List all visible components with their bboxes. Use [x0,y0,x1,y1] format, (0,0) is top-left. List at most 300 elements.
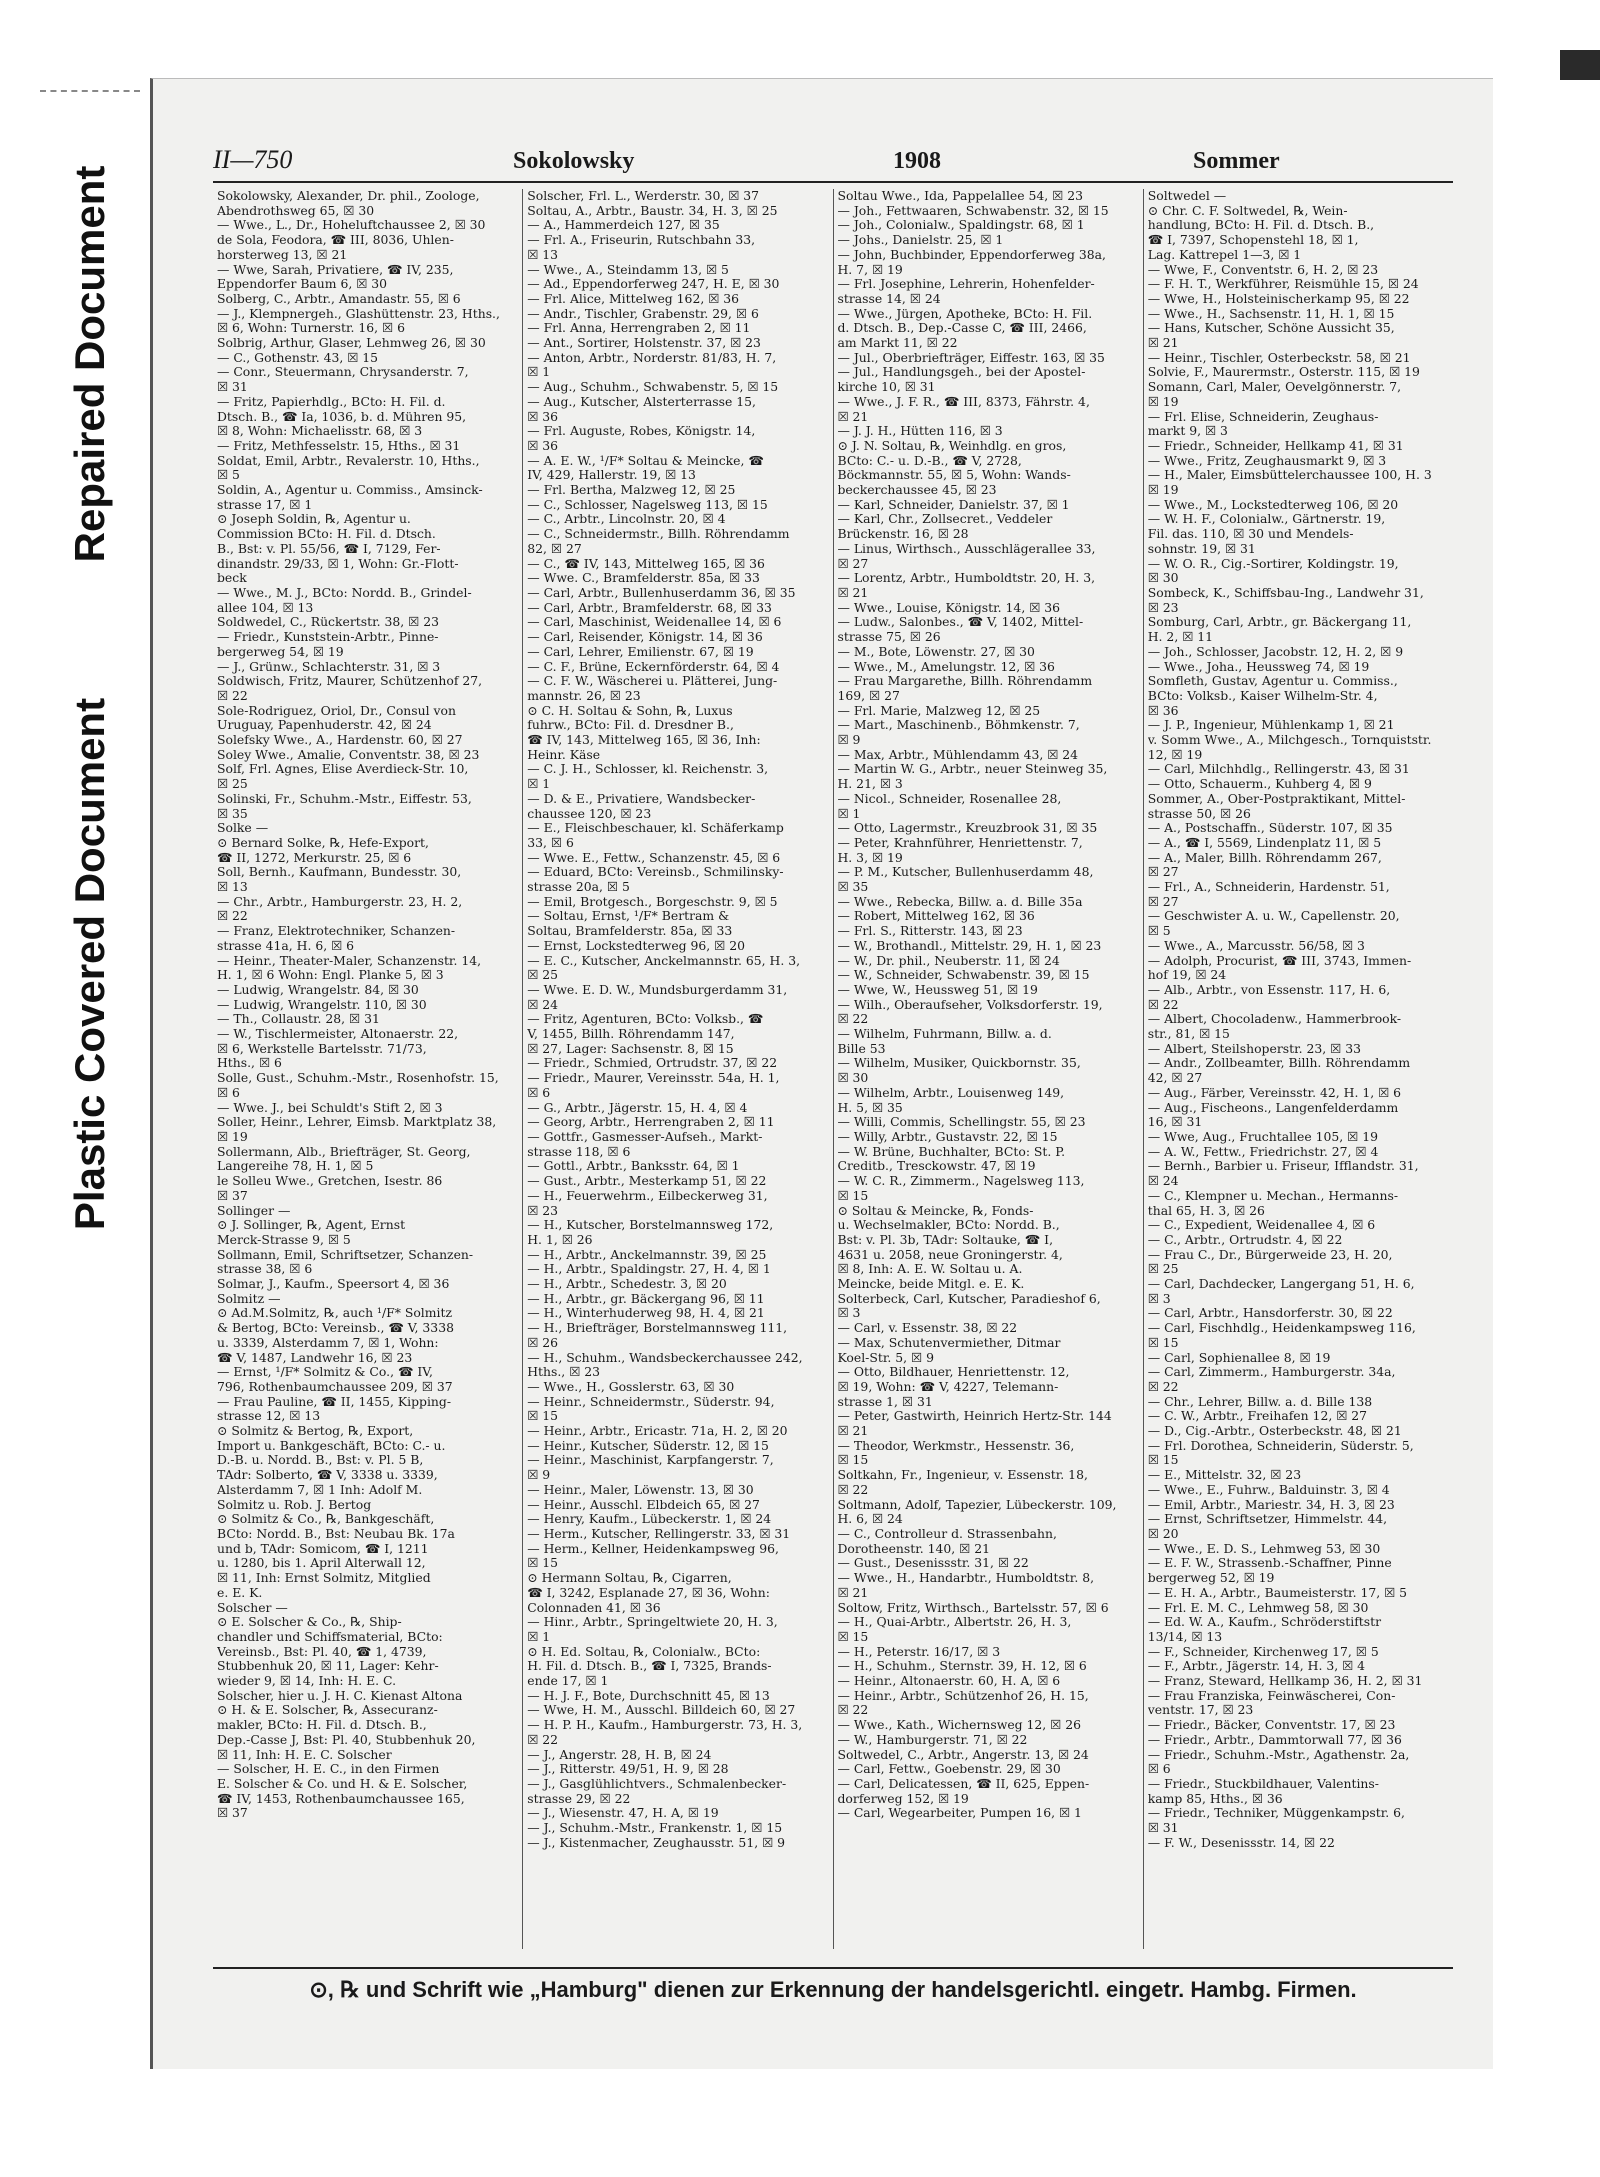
directory-entry-line: Soltwedel — [1147,189,1227,203]
directory-entry-line: und b, TAdr: Somicom, ☎ I, 1211 [217,1541,429,1556]
directory-entry-line: strasse 38, ☒ 6 [217,1262,313,1277]
page-footer: ⊙, ℞ und Schrift wie „Hamburg" dienen zur Erkennung der handelsgerichtl. eingetr. Hambg. Firmen. [213,1967,1453,2003]
directory-entry-line: — C., Arbtr., Lincolnstr. 20, ☒ 4 [527,512,726,527]
directory-entry-line: ☒ 19, Wohn: ☎ V, 4227, Telemann- [837,1379,1059,1394]
directory-entry-line: E. Solscher & Co. und H. & E. Solscher, [217,1776,468,1791]
directory-entry-line: ⊙ J. Sollinger, ℞, Agent, Ernst [217,1218,406,1233]
directory-entry-line: — Friedr., Bäcker, Conventstr. 17, ☒ 23 [1147,1718,1396,1733]
directory-entry-line: — W. Brüne, Buchhalter, BCto: St. P. [837,1144,1066,1159]
dashed-line [40,90,140,92]
directory-entry-line: ☒ 23 [1147,600,1179,615]
directory-entry-line: Soltau, Bramfelderstr. 85a, ☒ 33 [527,924,733,939]
directory-entry-line: — Herm., Kutscher, Rellingerstr. 33, ☒ 31 [527,1526,791,1541]
directory-entry-line: — C., Klempner u. Mechan., Hermanns- [1147,1188,1399,1203]
directory-entry-line: — Otto, Schauerm., Kuhberg 4, ☒ 9 [1147,777,1372,792]
directory-entry-line: ☒ 1 [527,1629,551,1644]
directory-entry-line: ☒ 22 [217,909,248,924]
directory-entry-line: — H., Feuerwehrm., Eilbeckerweg 31, [527,1188,768,1203]
directory-entry-line: — C., Gothenstr. 43, ☒ 15 [217,350,379,365]
directory-entry-line: — A. W., Fettw., Friedrichstr. 27, ☒ 4 [1147,1144,1379,1159]
directory-entry-line: — Linus, Wirthsch., Ausschlägerallee 33, [837,541,1096,556]
directory-entry-line: beckerchaussee 45, ☒ 23 [837,483,997,498]
directory-entry-line: — Emil, Brotgesch., Borgeschstr. 9, ☒ 5 [527,894,778,909]
directory-entry-line: — E. H. A., Arbtr., Baumeisterstr. 17, ☒ 5 [1147,1585,1408,1600]
directory-entry-line: Soldwisch, Fritz, Maurer, Schützenhof 27, [217,674,483,689]
directory-entry-line: — Henry, Kaufm., Lübeckerstr. 1, ☒ 24 [527,1512,772,1527]
directory-entry-line: — Johs., Danielstr. 25, ☒ 1 [837,233,1004,248]
directory-entry-line: Fil. das. 110, ☒ 30 und Mendels- [1147,527,1354,542]
directory-entry-line: — Heinr., Arbtr., Schützenhof 26, H. 15, [837,1688,1089,1703]
directory-entry-line: — Wilhelm, Fuhrmann, Billw. a. d. [837,1027,1052,1042]
directory-entry-line: — Solscher, H. E. C., in den Firmen [217,1762,440,1777]
directory-entry-line: — Karl, Chr., Zollsecret., Veddeler [837,512,1053,527]
directory-entry-line: — A. E. W., ¹/F* Soltau & Meincke, ☎ [527,453,764,468]
directory-entry-line: Brückenstr. 16, ☒ 28 [837,527,969,542]
directory-entry-line: — Frl. Anna, Herrengraben 2, ☒ 11 [527,321,751,336]
directory-entry-line: ☒ 6 [527,1085,551,1100]
directory-entry-line: Solefsky Wwe., A., Hardenstr. 60, ☒ 27 [217,733,463,748]
directory-entry-line: — Carl, Sophienallee 8, ☒ 19 [1147,1350,1331,1365]
directory-entry-line: strasse 17, ☒ 1 [217,497,313,512]
directory-entry-line: — Frl. Dorothea, Schneiderin, Süderstr. 5, [1147,1438,1414,1453]
directory-entry-line: ☒ 3 [1147,1291,1171,1306]
directory-entry-line: — Carl, Fettw., Goebenstr. 29, ☒ 30 [837,1762,1061,1777]
directory-entry-line: Hths., ☒ 23 [527,1365,601,1380]
directory-entry-line: hof 19, ☒ 24 [1147,968,1227,983]
directory-entry-line: — H., Briefträger, Borstelmannsweg 111, [527,1321,788,1336]
directory-entry-line: — H., Quai-Arbtr., Albertstr. 26, H. 3, [837,1615,1072,1630]
directory-entry-line: — J., Schuhm.-Mstr., Frankenstr. 1, ☒ 15 [527,1821,783,1836]
directory-entry-line: le Solleu Wwe., Gretchen, Isestr. 86 [217,1174,443,1189]
directory-entry-line: strasse 118, ☒ 6 [527,1144,631,1159]
directory-entry-line: strasse 14, ☒ 24 [837,291,941,306]
directory-entry-line: — W. C. R., Zimmerm., Nagelsweg 113, [837,1174,1085,1189]
directory-entry-line: ⊙ Solmitz & Co., ℞, Bankgeschäft, [217,1512,435,1527]
directory-entry-line: — C., Controlleur d. Strassenbahn, [837,1526,1057,1541]
directory-entry-line: — Ant., Sortirer, Holstenstr. 37, ☒ 23 [527,336,761,351]
directory-entry-line: — C. W., Arbtr., Freihafen 12, ☒ 27 [1147,1409,1368,1424]
directory-entry-line: 16, ☒ 31 [1147,1115,1203,1130]
directory-entry-line: V, 1455, Billh. Röhrendamm 147, [527,1027,735,1042]
directory-entry-line: Creditb., Tresckowstr. 47, ☒ 19 [837,1159,1036,1174]
directory-entry-line: Soltow, Fritz, Wirthsch., Bartelsstr. 57, ☒ 6 [837,1600,1109,1615]
directory-entry-line: — H. P. H., Kaufm., Hamburgerstr. 73, H. 3, [527,1718,803,1733]
directory-entry-line: — Wwe., H., Handarbtr., Humboldtstr. 8, [837,1571,1095,1586]
directory-entry-line: Somann, Carl, Maler, Oevelgönnerstr. 7, [1147,380,1402,395]
directory-entry-line: — Wilhelm, Arbtr., Louisenweg 149, [837,1085,1065,1100]
directory-entry-line: — Heinr., Maler, Löwenstr. 13, ☒ 30 [527,1482,754,1497]
year: 1908 [893,148,941,174]
directory-entry-line: Sole-Rodriguez, Oriol, Dr., Consul von [217,703,456,718]
directory-entry-line: H. 21, ☒ 3 [837,777,903,792]
directory-entry-line: — Alb., Arbtr., von Essenstr. 117, H. 6, [1147,982,1391,997]
directory-entry-line: ☒ 9 [527,1468,551,1483]
directory-entry-line: ⊙ Solmitz & Bertog, ℞, Export, [217,1424,414,1439]
directory-entry-line: ☒ 6 [1147,1762,1171,1777]
directory-entry-line: Lag. Kattrepel 1—3, ☒ 1 [1147,247,1302,262]
directory-entry-line: am Markt 11, ☒ 22 [837,336,958,351]
directory-entry-line: — Hans, Kutscher, Schöne Aussicht 35, [1147,321,1395,336]
directory-entry-line: — Frau C., Dr., Bürgerweide 23, H. 20, [1147,1247,1393,1262]
directory-entry-line: — W., Dr. phil., Neuberstr. 11, ☒ 24 [837,953,1060,968]
directory-entry-line: ☒ 19 [217,1130,248,1144]
directory-entry-line: ⊙ J. N. Soltau, ℞, Weinhdlg. en gros, [837,438,1067,453]
directory-entry-line: ☒ 24 [1147,1174,1179,1189]
directory-entry-line: — Gottfr., Gasmesser-Aufseh., Markt- [527,1130,763,1144]
directory-entry-line: ☒ 21 [837,409,869,424]
directory-entry-line: Hths., ☒ 6 [217,1056,282,1071]
directory-entry-line: — Wwe, H., Holsteinischerkamp 95, ☒ 22 [1147,291,1410,306]
directory-entry-line: — Friedr., Maurer, Vereinsstr. 54a, H. 1, [527,1071,780,1086]
directory-entry-line: — W., Schneider, Schwabenstr. 39, ☒ 15 [837,968,1090,983]
directory-entry-line: ☎ IV, 143, Mittelweg 165, ☒ 36, Inh: [527,733,761,748]
directory-entry-line: — Carl, v. Essenstr. 38, ☒ 22 [837,1321,1018,1336]
directory-entry-line: — Otto, Bildhauer, Henriettenstr. 12, [837,1365,1070,1380]
directory-entry-line: Sombeck, K., Schiffsbau-Ing., Landwehr 31, [1147,585,1424,600]
directory-entry-line: Somfleth, Gustav, Agentur u. Commiss., [1147,674,1398,689]
directory-entry-line: Dtsch. B., ☎ Ia, 1036, b. d. Mühren 95, [217,409,467,424]
directory-entry-line: ☒ 15 [527,1409,559,1424]
directory-entry-line: — Wwe, H. M., Ausschl. Billdeich 60, ☒ 27 [527,1703,796,1718]
directory-entry-line: — Frl. Josephine, Lehrerin, Hohenfelder- [837,277,1095,292]
directory-entry-line: — H., Peterstr. 16/17, ☒ 3 [837,1644,1001,1659]
directory-entry-line: — Wwe, F., Conventstr. 6, H. 2, ☒ 23 [1147,262,1379,277]
directory-entry-line: ☒ 3 [837,1306,861,1321]
directory-entry-line: — J., Ritterstr. 49/51, H. 9, ☒ 28 [527,1762,729,1777]
directory-entry-line: ☒ 6, Wohn: Turnerstr. 16, ☒ 6 [217,321,405,336]
directory-entry-line: Soller, Heinr., Lehrer, Eimsb. Marktplatz 38, [217,1115,497,1130]
directory-entry-line: ventstr. 17, ☒ 23 [1147,1703,1254,1718]
directory-entry-line: ⊙ H. Ed. Soltau, ℞, Colonialw., BCto: [527,1644,761,1659]
directory-entry-line: strasse 50, ☒ 26 [1147,806,1251,821]
directory-entry-line: — Frau Pauline, ☎ II, 1455, Kipping- [217,1394,452,1409]
directory-entry-line: Uruguay, Papenhuderstr. 42, ☒ 24 [217,718,432,733]
directory-entry-line: — Friedr., Techniker, Müggenkampstr. 6, [1147,1806,1405,1821]
directory-entry-line: — Wwe., E. D. S., Lehmweg 53, ☒ 30 [1147,1541,1381,1556]
directory-entry-line: — Wwe., Fritz, Zeughausmarkt 9, ☒ 3 [1147,453,1387,468]
directory-entry-line: ☒ 8, Wohn: Michaelisstr. 68, ☒ 3 [217,424,423,439]
directory-entry-line: — A., Maler, Billh. Röhrendamm 267, [1147,850,1382,865]
directory-entry-line: — Franz, Steward, Hellkamp 36, H. 2, ☒ 31 [1147,1674,1423,1689]
directory-entry-line: — Heinr., Theater-Maler, Schanzenstr. 14, [217,953,482,968]
directory-entry-line: — C., ☎ IV, 143, Mittelweg 165, ☒ 36 [527,556,765,571]
directory-entry-line: — C., Expedient, Weidenallee 4, ☒ 6 [1147,1218,1376,1233]
directory-entry-line: ☒ 24 [527,997,559,1012]
directory-entry-line: — Wilhelm, Musiker, Quickbornstr. 35, [837,1056,1081,1071]
directory-entry-line: ende 17, ☒ 1 [527,1674,609,1689]
directory-entry-line: — Frl. Auguste, Robes, Königstr. 14, [527,424,756,439]
directory-entry-line: — H. J. F., Bote, Durchschnitt 45, ☒ 13 [527,1688,770,1703]
directory-entry-line: — J. P., Ingenieur, Mühlenkamp 1, ☒ 21 [1147,718,1395,733]
directory-entry-line: ☒ 37 [217,1188,248,1203]
directory-entry-line: strasse 12, ☒ 13 [217,1409,321,1424]
directory-entry-line: Sollermann, Alb., Briefträger, St. Georg, [217,1144,471,1159]
directory-entry-line: — Andr., Zollbeamter, Billh. Röhrendamm [1147,1056,1411,1071]
directory-entry-line: allee 104, ☒ 13 [217,600,314,615]
directory-entry-line: ☒ 22 [217,688,248,703]
directory-entry-line: ⊙ Soltau & Meincke, ℞, Fonds- [837,1203,1034,1218]
directory-entry-line: — Wwe., M., Lockstedterweg 106, ☒ 20 [1147,497,1399,512]
directory-entry-line: — Albert, Chocoladenw., Hammerbrook- [1147,1012,1402,1027]
directory-entry-line: — Wwe., Joha., Heussweg 74, ☒ 19 [1147,659,1370,674]
directory-entry-line: Somburg, Carl, Arbtr., gr. Bäckergang 11, [1147,615,1412,630]
column-4 [1144,189,1453,1949]
directory-entry-line: Solvie, F., Maurermstr., Osterstr. 115, ☒ 19 [1147,365,1420,380]
directory-entry-line: — Friedr., Kunststein-Arbtr., Pinne- [217,630,439,645]
directory-entry-line: ☒ 21 [837,1424,869,1439]
directory-entry-line: ☒ 21 [837,1585,869,1600]
directory-entry-line: Soltau, A., Arbtr., Baustr. 34, H. 3, ☒ 25 [527,203,778,218]
directory-entry-line: — C., Schlosser, Nagelsweg 113, ☒ 15 [527,497,768,512]
directory-entry-line: kamp 85, Hths., ☒ 36 [1147,1791,1283,1806]
entry-columns [213,189,1453,1949]
directory-entry-line: — Georg, Arbtr., Herrengraben 2, ☒ 11 [527,1115,775,1130]
directory-entry-line: strasse 1, ☒ 31 [837,1394,933,1409]
directory-entry-line: — Carl, Maschinist, Weidenallee 14, ☒ 6 [527,615,782,630]
directory-entry-line: 12, ☒ 19 [1147,747,1203,762]
directory-entry-line: str., 81, ☒ 15 [1147,1027,1230,1042]
directory-entry-line: — Otto, Lagermstr., Kreuzbrook 31, ☒ 35 [837,821,1098,836]
directory-entry-line: — Mart., Maschinenb., Böhmkenstr. 7, [837,718,1080,733]
directory-entry-line: ⊙ Ad.M.Solmitz, ℞, auch ¹/F* Solmitz [217,1306,452,1321]
scan-edge-mark [1560,50,1600,80]
directory-entry-line: — E. F. W., Strassenb.-Schaffner, Pinne [1147,1556,1392,1571]
left-keyword: Sokolowsky [513,148,635,174]
directory-entry-line: — H., Arbtr., Schedestr. 3, ☒ 20 [527,1277,727,1292]
directory-entry-line: — Frl. A., Friseurin, Rutschbahn 33, [527,233,756,248]
directory-entry-line: — Carl, Zimmerm., Hamburgerstr. 34a, [1147,1365,1396,1380]
directory-entry-line: Koel-Str. 5, ☒ 9 [837,1350,934,1365]
directory-entry-line: ☒ 22 [527,1732,559,1747]
directory-entry-line: ☒ 1 [527,365,551,380]
directory-entry-line: — G., Arbtr., Jägerstr. 15, H. 4, ☒ 4 [527,1100,748,1115]
directory-entry-line: — Max, Schutenvermiether, Ditmar [837,1335,1061,1350]
directory-entry-line: BCto: Nordd. B., Bst: Neubau Bk. 17a [217,1526,455,1541]
directory-entry-line: Soldat, Emil, Arbtr., Revalerstr. 10, Hths., [217,453,480,468]
directory-entry-line: ☒ 27 [837,556,869,571]
directory-entry-line: Solke — [217,821,269,836]
directory-entry-line: ☒ 35 [217,806,248,821]
directory-entry-line: — Soltau, Ernst, ¹/F* Bertram & [527,909,730,924]
directory-entry-line: Sokolowsky, Alexander, Dr. phil., Zoologe, [217,189,480,203]
directory-entry-line: — J. J. H., Hütten 116, ☒ 3 [837,424,1003,439]
directory-entry-line: ⊙ Bernard Solke, ℞, Hefe-Export, [217,835,429,850]
directory-entry-line: — Wwe., E., Fuhrw., Balduinstr. 3, ☒ 4 [1147,1482,1390,1497]
directory-entry-line: — W., Tischlermeister, Altonaerstr. 22, [217,1027,459,1042]
directory-page [150,78,1493,2069]
directory-entry-line: ☒ 36 [527,409,559,424]
directory-entry-line: Commission BCto: H. Fil. d. Dtsch. [217,527,436,542]
directory-entry-line: — Wwe., M. J., BCto: Nordd. B., Grindel- [217,585,472,600]
directory-entry-line: — H., Arbtr., gr. Bäckergang 96, ☒ 11 [527,1291,765,1306]
directory-entry-line: Solmar, J., Kaufm., Speersort 4, ☒ 36 [217,1277,450,1292]
directory-entry-line: — Joh., Colonialw., Spaldingstr. 68, ☒ 1 [837,218,1085,233]
directory-entry-line: ☒ 25 [217,777,248,792]
directory-entry-line: Solle, Gust., Schuhm.-Mstr., Rosenhofstr. 15, [217,1071,499,1086]
directory-entry-line: — Wwe, W., Heussweg 51, ☒ 19 [837,982,1038,997]
directory-entry-line: handlung, BCto: H. Fil. d. Dtsch. B., [1147,218,1375,233]
directory-entry-line: 42, ☒ 27 [1147,1071,1203,1086]
directory-entry-line: Sommer, A., Ober-Postpraktikant, Mittel- [1147,791,1406,806]
directory-entry-line: thal 65, H. 3, ☒ 26 [1147,1203,1265,1218]
directory-entry-line: ☒ 22 [837,1703,869,1718]
directory-entry-line: H. 6, ☒ 24 [837,1512,903,1527]
directory-entry-line: makler, BCto: H. Fil. d. Dtsch. B., [217,1718,427,1733]
directory-entry-line: Solscher, Frl. L., Werderstr. 30, ☒ 37 [527,189,760,203]
directory-entry-line: ☒ 35 [837,880,869,895]
directory-entry-line: — Ad., Eppendorferweg 247, H. E, ☒ 30 [527,277,780,292]
directory-entry-line: ☒ 1 [837,806,861,821]
directory-entry-line: — Bernh., Barbier u. Friseur, Ifflandstr. 31, [1147,1159,1419,1174]
directory-entry-line: — H., Winterhuderweg 98, H. 4, ☒ 21 [527,1306,765,1321]
directory-entry-line: markt 9, ☒ 3 [1147,424,1228,439]
directory-entry-line: Alsterdamm 7, ☒ 1 Inh: Adolf M. [217,1482,423,1497]
column-3 [834,189,1144,1949]
directory-entry-line: — H., Kutscher, Borstelmannsweg 172, [527,1218,774,1233]
directory-entry-line: — E. C., Kutscher, Anckelmannstr. 65, H. 3, [527,953,801,968]
directory-entry-line: — Aug., Fischeons., Langenfelderdamm [1147,1100,1399,1115]
directory-entry-line: — H., Arbtr., Spaldingstr. 27, H. 4, ☒ 1 [527,1262,771,1277]
directory-entry-line: — H., Schuhm., Sternstr. 39, H. 12, ☒ 6 [837,1659,1087,1674]
directory-entry-line: — J., Grünw., Schlachterstr. 31, ☒ 3 [217,659,441,674]
directory-entry-line: — Friedr., Schneider, Hellkamp 41, ☒ 31 [1147,438,1404,453]
directory-entry-line: — Ernst, Lockstedterweg 96, ☒ 20 [527,938,745,953]
directory-entry-line: — Theodor, Werkmstr., Hessenstr. 36, [837,1438,1075,1453]
directory-entry-line: — Geschwister A. u. W., Capellenstr. 20, [1147,909,1400,924]
directory-entry-line: ☒ 8, Inh: A. E. W. Soltau u. A. [837,1262,1023,1277]
directory-entry-line: Soldwedel, C., Rückertstr. 38, ☒ 23 [217,615,439,630]
label-repaired-document: Repaired Document [66,165,113,563]
directory-entry-line: H. 2, ☒ 11 [1147,630,1214,645]
directory-entry-line: — W. O. R., Cig.-Sortirer, Koldingstr. 19, [1147,556,1399,571]
directory-entry-line: Colonnaden 41, ☒ 36 [527,1600,661,1615]
directory-entry-line: ⊙ Chr. C. F. Soltwedel, ℞, Wein- [1147,203,1348,218]
directory-entry-line: — Heinr., Tischler, Osterbeckstr. 58, ☒ 21 [1147,350,1411,365]
header-rule [213,181,1453,183]
directory-entry-line: ☒ 6 [217,1085,240,1100]
directory-entry-line: — Heinr., Altonaerstr. 60, H. A, ☒ 6 [837,1674,1061,1689]
directory-entry-line: — Carl, Dachdecker, Langergang 51, H. 6, [1147,1277,1415,1292]
directory-entry-line: — Wwe, Aug., Fruchtallee 105, ☒ 19 [1147,1130,1378,1144]
directory-entry-line: Solberg, C., Arbtr., Amandastr. 55, ☒ 6 [217,291,461,306]
directory-entry-line: Heinr. Käse [527,747,601,762]
directory-entry-line: ☒ 19 [1147,483,1179,498]
directory-entry-line: ☒ 15 [837,1629,869,1644]
directory-entry-line: — Frl. Elise, Schneiderin, Zeughaus- [1147,409,1379,424]
directory-entry-line: — Anton, Arbtr., Norderstr. 81/83, H. 7, [527,350,777,365]
directory-entry-line: Merck-Strasse 9, ☒ 5 [217,1232,351,1247]
directory-entry-line: Böckmannstr. 55, ☒ 5, Wohn: Wands- [837,468,1071,483]
directory-entry-line: ☒ 31 [217,380,248,395]
directory-entry-line: — Wwe., H., Gosslerstr. 63, ☒ 30 [527,1379,735,1394]
directory-entry-line: ☒ 30 [1147,571,1179,586]
top-margin [0,0,1600,50]
directory-entry-line: horsterweg 13, ☒ 21 [217,247,348,262]
directory-entry-line: — Wwe. E. D. W., Mundsburgerdamm 31, [527,982,788,997]
directory-entry-line: — Gust., Desenissstr. 31, ☒ 22 [837,1556,1029,1571]
directory-entry-line: — Frl. Alice, Mittelweg 162, ☒ 36 [527,291,740,306]
directory-entry-line: ☒ 21 [1147,336,1179,351]
directory-entry-line: ☒ 25 [1147,1262,1179,1277]
directory-entry-line: Stubbenhuk 20, ☒ 11, Lager: Kehr- [217,1659,439,1674]
directory-entry-line: — Frl., A., Schneiderin, Hardenstr. 51, [1147,880,1390,895]
directory-entry-line: — J., Wiesenstr. 47, H. A, ☒ 19 [527,1806,719,1821]
directory-entry-line: ☎ I, 3242, Esplanade 27, ☒ 36, Wohn: [527,1585,770,1600]
directory-entry-line: fuhrw., BCto: Fil. d. Dresdner B., [527,718,734,733]
directory-entry-line: ⊙ Joseph Soldin, ℞, Agentur u. [217,512,411,527]
directory-entry-line: — C. F. W., Wäscherei u. Plätterei, Jung- [527,674,778,689]
directory-entry-line: — Frl. Bertha, Malzweg 12, ☒ 25 [527,483,736,498]
directory-entry-line: ☒ 15 [1147,1335,1179,1350]
directory-entry-line: — Aug., Färber, Vereinsstr. 42, H. 1, ☒ 6 [1147,1085,1402,1100]
directory-entry-line: strasse 75, ☒ 26 [837,630,941,645]
directory-entry-line: — Willi, Commis, Schellingstr. 55, ☒ 23 [837,1115,1086,1130]
directory-entry-line: ☎ IV, 1453, Rothenbaumchaussee 165, [217,1791,465,1806]
directory-entry-line: — Franz, Elektrotechniker, Schanzen- [217,924,456,939]
directory-entry-line: — Fritz, Papierhdlg., BCto: H. Fil. d. [217,394,446,409]
directory-entry-line: Solmitz u. Rob. J. Bertog [217,1497,372,1512]
directory-entry-line: — Adolph, Procurist, ☎ III, 3743, Immen- [1147,953,1412,968]
directory-entry-line: — Peter, Krahnführer, Henriettenstr. 7, [837,835,1083,850]
directory-entry-line: 169, ☒ 27 [837,688,900,703]
directory-entry-line: u. 3339, Alsterdamm 7, ☒ 1, Wohn: [217,1335,439,1350]
directory-entry-line: — Gust., Arbtr., Mesterkamp 51, ☒ 22 [527,1174,767,1189]
directory-entry-line: — J., Klempnergeh., Glashüttenstr. 23, Hths., [217,306,500,321]
directory-entry-line: H. Fil. d. Dtsch. B., ☎ I, 7325, Brands- [527,1659,772,1674]
directory-entry-line: ☒ 27 [1147,894,1179,909]
directory-entry-line: — Frl. Marie, Malzweg 12, ☒ 25 [837,703,1041,718]
directory-entry-line: — Fritz, Agenturen, BCto: Volksb., ☎ [527,1012,764,1027]
directory-entry-line: — Th., Collaustr. 28, ☒ 31 [217,1012,380,1027]
directory-entry-line: — C. F., Brüne, Eckernförderstr. 64, ☒ 4 [527,659,780,674]
directory-entry-line: — Emil, Arbtr., Mariestr. 34, H. 3, ☒ 23 [1147,1497,1395,1512]
directory-entry-line: — W. H. F., Colonialw., Gärtnerstr. 19, [1147,512,1386,527]
directory-entry-line: — Frau Margarethe, Billh. Röhrendamm [837,674,1093,689]
directory-entry-line: ⊙ Hermann Soltau, ℞, Cigarren, [527,1571,732,1586]
directory-entry-line: — Friedr., Arbtr., Dammtorwall 77, ☒ 36 [1147,1732,1402,1747]
directory-entry-line: ☒ 25 [527,968,559,983]
directory-entry-line: — Hinr., Arbtr., Springeltwiete 20, H. 3, [527,1615,778,1630]
directory-entry-line: — Wwe., H., Sachsenstr. 11, H. 1, ☒ 15 [1147,306,1395,321]
directory-entry-line: Solscher — [217,1600,288,1615]
directory-entry-line: dorferweg 152, ☒ 19 [837,1791,969,1806]
directory-entry-line: H. 3, ☒ 19 [837,850,903,865]
directory-entry-line: — Nicol., Schneider, Rosenallee 28, [837,791,1062,806]
directory-entry-line: Solterbeck, Carl, Kutscher, Paradieshof 6, [837,1291,1101,1306]
directory-entry-line: — John, Buchbinder, Eppendorferweg 38a, [837,247,1106,262]
directory-entry-line: ☒ 15 [527,1556,559,1571]
directory-entry-line: — Friedr., Schuhm.-Mstr., Agathenstr. 2a, [1147,1747,1410,1762]
directory-entry-line: B., Bst: v. Pl. 55/56, ☎ I, 7129, Fer- [217,541,441,556]
directory-entry-line: ☒ 22 [1147,997,1179,1012]
directory-entry-line: Meincke, beide Mitgl. e. E. K. [837,1277,1025,1292]
directory-entry-line: ☒ 13 [217,880,248,895]
directory-entry-line: Soltkahn, Fr., Ingenieur, v. Essenstr. 18, [837,1468,1088,1483]
directory-entry-line: — Carl, Milchhdlg., Rellingerstr. 43, ☒ 31 [1147,762,1410,777]
directory-entry-line: — H., Arbtr., Anckelmannstr. 39, ☒ 25 [527,1247,767,1262]
directory-entry-line: Import u. Bankgeschäft, BCto: C.- u. [217,1438,446,1453]
directory-entry-line: ⊙ H. & E. Solscher, ℞, Assecuranz- [217,1703,438,1718]
directory-entry-line: ☎ V, 1487, Landwehr 16, ☒ 23 [217,1350,413,1365]
directory-entry-line: — Wwe., J. F. R., ☎ III, 8373, Fährstr. 4, [837,394,1090,409]
directory-entry-line: bergerweg 54, ☒ 19 [217,644,344,659]
directory-entry-line: strasse 29, ☒ 22 [527,1791,631,1806]
directory-entry-line: — Frl. E. M. C., Lehmweg 58, ☒ 30 [1147,1600,1369,1615]
column-2 [523,189,833,1949]
directory-entry-line: ☒ 22 [1147,1379,1179,1394]
directory-entry-line: sohnstr. 19, ☒ 31 [1147,541,1256,556]
directory-entry-line: ☒ 21 [837,585,869,600]
